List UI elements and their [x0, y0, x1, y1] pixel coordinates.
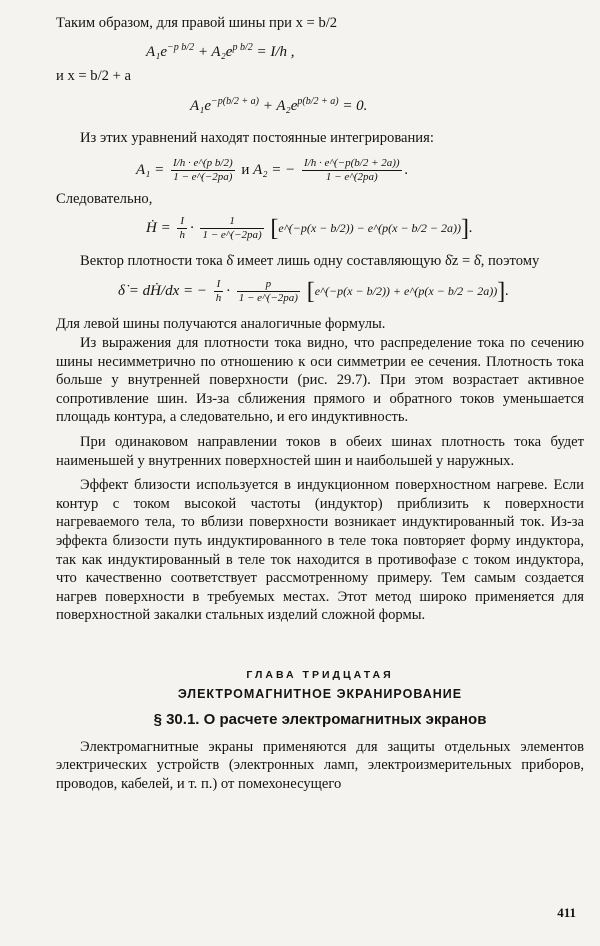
current-density-intro: Вектор плотности тока δ̇ имеет лишь одну составляющую δ̇z = δ̇, поэтому: [80, 252, 540, 269]
page-number: 411: [557, 905, 576, 920]
equation-constants: A₁ = $\frac{\text{I/h · e\textasciicircum{}(p b/2)}}{1 - e\^{}(-2pa)}$ и A₂ = − $\frac{I/h \cdot e\^{}(-p(b/2 + 2a))}{1 - e\^{}(2pa)}$ .: [136, 157, 409, 184]
paragraph-screens: Электромагнитные экраны применяются для защиты отдельных элементов электрических устройств (электронных ламп, электроизмерительных приборов, проводов, кабелей, и т. п.) от помехонесущего: [56, 738, 584, 793]
paragraph-left-bus: Для левой шины получаются аналогичные формулы.: [56, 316, 386, 333]
chapter-label: ГЛАВА ТРИДЦАТАЯ: [246, 668, 394, 681]
intro-line-1: Таким образом, для правой шины при x = b/2: [56, 15, 338, 31]
paragraph-same-direction: При одинаковом направлении токов в обеих шинах плотность тока будет наименьшей у внутренних поверхностей шин и наибольшей у наружных.: [56, 433, 584, 469]
constants-intro: Из этих уравнений находят постоянные интегрирования:: [80, 129, 434, 146]
paragraph-asymmetry: Из выражения для плотности тока видно, что распределение тока по сечению шины несимметрично по отношению к оси симметрии ее сечения. Плотность тока больше у внутренней поверхности (рис. 29.7). При этом возрастает активное сопротивление шин. Из-за сближения прямого и обратного токов уменьшается площадь контура, а следовательно, и его индуктивность.: [56, 334, 584, 426]
equation-boundary-2: $A_1e^{-p(b/2 + a)} + A_2e^{p(b/2 + a)} = 0$.: [190, 95, 368, 114]
equation-boundary-1: $A_1e^{-p b/2} + A_2e^{p b/2} = I/h$ ,: [146, 41, 295, 60]
equation-current-density: δ̇ = dḢ/dx = − $\frac{I}{h}$ · $\frac{p}{1 - e\^{}(-2pa)}$ [e^(−p(x − b/2)) + e^(p(x − b/2 − 2a))].: [118, 278, 510, 305]
paragraph-proximity-effect: Эффект близости используется в индукционном поверхностном нагреве. Если контур с током высокой частоты (индуктор) приблизить к поверхности нагреваемого тела, то вблизи поверхности возникает индуктированный ток. Из-за эффекта близости путь индуктированного в теле тока повторяет форму индуктора, так как индуктированный в теле ток находится в противофазе с током индуктора, что качественно соответствует рассмотренному примеру. Тем самым создается нагрев поверхности в требуемых местах. Этот метод широко применяется для поверхностной закалки стальных изделий сложной формы.: [56, 477, 584, 624]
hence-word: Следовательно,: [56, 191, 153, 208]
equation-h-field: Ḣ = $\frac{I}{h}$ · $\frac{1}{1 - e\^{}(-2pa)}$ [e^(−p(x − b/2)) − e^(p(x − b/2 − 2a))].: [146, 214, 473, 242]
section-title: § 30.1. О расчете электромагнитных экранов: [153, 710, 487, 728]
a2-fraction: $\frac{I/h \cdot e\^{}(-p(b/2 + 2a))}{1 - e\^{}(2pa)}$: [304, 157, 400, 184]
page-body: [56, 14, 584, 794]
a1-fraction: $\frac{\text{I/h · e\textasciicircum{}(p b/2)}}{1 - e\^{}(-2pa)}$: [173, 157, 233, 184]
chapter-title: ЭЛЕКТРОМАГНИТНОЕ ЭКРАНИРОВАНИЕ: [177, 686, 463, 701]
intro-line-2: и x = b/2 + a: [56, 67, 131, 84]
